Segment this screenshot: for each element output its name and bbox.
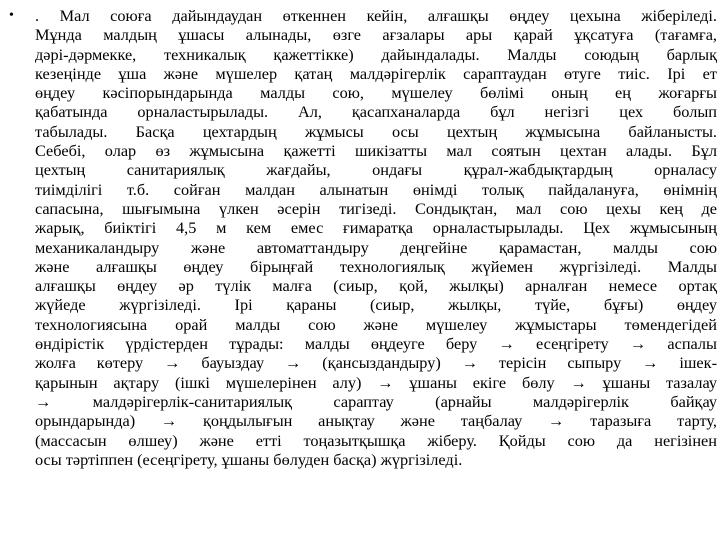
text-line: орындарында) → қоңдылығын анықтау және таңбалау → таразыға тарту, [35, 411, 717, 431]
text-line: (массасын өлшеу) және етті тоңазытқышқа жіберу. Қойды сою да негізінен [35, 430, 717, 450]
text-line: Себебі, олар өз жұмысына қажетті шикізатты мал соятын цехтан алады. Бұл [35, 141, 717, 161]
text-line: → малдәрігерлік-санитариялық сараптау (арнайы малдәрігерлік байқау [35, 391, 717, 411]
text-line: сапасына, шығымына үлкен әсерін тигізеді. Сондықтан, мал сою цехы кең де [35, 198, 717, 218]
text-line: табылады. Басқа цехтардың жұмысы осы цехтың жұмысына байланысты. [35, 121, 717, 141]
text-line: өндірістік үрдістерден тұрады: малды өңдеуге беру → есеңгірету → аспалы [35, 334, 717, 354]
text-line: кезеңінде ұша және мүшелер қатаң малдәрігерлік сараптаудан өтуге тиіс. Ірі ет [35, 63, 717, 83]
text-line: жарық, биіктігі 4,5 м кем емес ғимаратқа орналастырылады. Цех жұмысының [35, 218, 717, 238]
text-line: . Мал союға дайындаудан өткеннен кейін, алғашқы өңдеу цехына жіберіледі. [35, 6, 717, 25]
bullet-icon: • [9, 8, 14, 23]
paragraph [35, 6, 717, 469]
text-line: цехтың санитариялық жағдайы, ондағы құрал-жабдықтардың орналасу [35, 160, 717, 180]
text-line: қабатында орналастырылады. Ал, қасапханаларда бұл негізгі цех болып [35, 102, 717, 122]
text-line: жолға көтеру → бауыздау → (қансыздандыру) → терісін сыпыру → ішек- [35, 353, 717, 373]
text-line: тиімділігі т.б. сойған малдан алынатын өнімді толық пайдалануға, өнімнің [35, 179, 717, 199]
text-line: және алғашқы өңдеу бірыңғай технологиялық жүйемен жүргізіледі. Малды [35, 256, 717, 276]
text-line: алғашқы өңдеу әр түлік малға (сиыр, қой, жылқы) арналған немесе ортақ [35, 276, 717, 296]
text-line: осы тәртіппен (есеңгірету, ұшаны бөлуден басқа) жүргізіледі. [35, 449, 463, 469]
text-line: өңдеу кәсіпорындарында малды сою, мүшелеу бөлімі оның ең жоғарғы [35, 83, 717, 103]
text-line: дәрі-дәрмекке, техникалық қажеттікке) дайындалады. Малды союдың барлық [35, 44, 717, 64]
text-line: жүйеде жүргізіледі. Ірі қараны (сиыр, жылқы, түйе, бұғы) өңдеу [35, 295, 717, 315]
text-line: технологиясына орай малды сою және мүшелеу жұмыстары төмендегідей [35, 314, 717, 334]
text-line: механикаландыру және автоматтандыру деңгейіне қарамастан, малды сою [35, 237, 717, 257]
text-line: Мұнда малдың ұшасы алынады, өзге ағзалары ары қарай ұқсатуға (тағамға, [35, 25, 717, 45]
text-line: қарынын ақтару (ішкі мүшелерінен алу) → ұшаны екіге бөлу → ұшаны тазалау [35, 372, 717, 392]
